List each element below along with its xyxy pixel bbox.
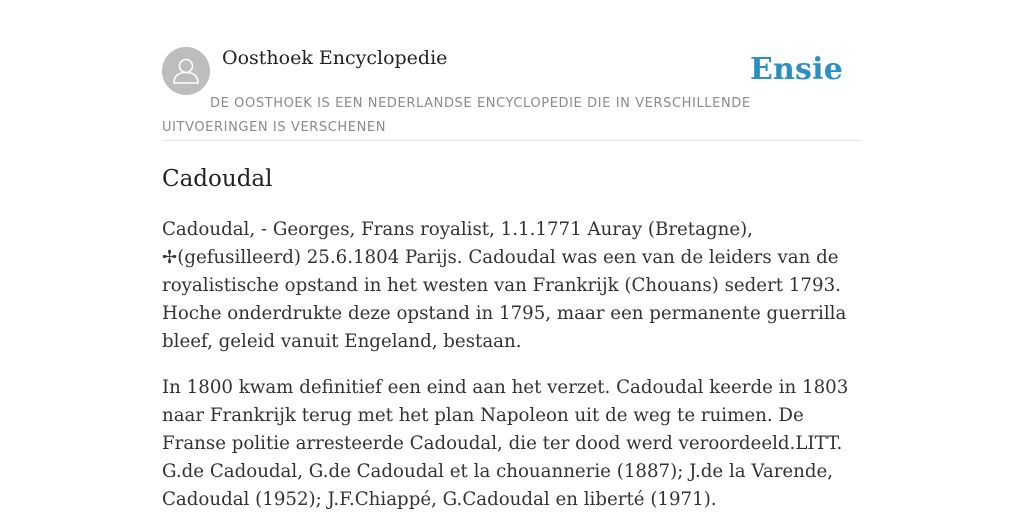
source-title-link[interactable]: Oosthoek Encyclopedie: [222, 47, 448, 69]
source-header: [162, 46, 862, 141]
article-paragraph: In 1800 kwam definitief een eind aan het verzet. Cadoudal keerde in 1803 naar Frankrijk terug met het plan Napoleon uit de weg te ruimen. De Franse politie arresteerde Cadoudal, die ter dood werd veroordeeld.LITT. G.de Cadoudal, G.de Cadoudal et la chouannerie (1887); J.de la Varende, Cadoudal (1952); J.F.Chiappé, G.Cadoudal en liberté (1971).: [162, 377, 849, 510]
source-tagline: DE OOSTHOEK IS EEN NEDERLANDSE ENCYCLOPEDIE DIE IN VERSCHILLENDE UITVOERINGEN IS VERSCHENEN: [162, 96, 751, 135]
article-paragraph: Cadoudal, - Georges, Frans royalist, 1.1.1771 Auray (Bretagne), ✢(gefusilleerd) 25.6.1804 Parijs. Cadoudal was een van de leiders van de royalistische opstand in het westen van Frankrijk (Chouans) sedert 1793. Hoche onderdrukte deze opstand in 1795, maar een permanente guerrilla bleef, geleid vanuit Engeland, bestaan.: [162, 219, 847, 352]
article-body: [162, 216, 862, 512]
ensie-logo-link[interactable]: Ensie: [749, 52, 843, 87]
article-title: Cadoudal: [162, 166, 273, 192]
user-avatar-icon[interactable]: [162, 47, 210, 95]
